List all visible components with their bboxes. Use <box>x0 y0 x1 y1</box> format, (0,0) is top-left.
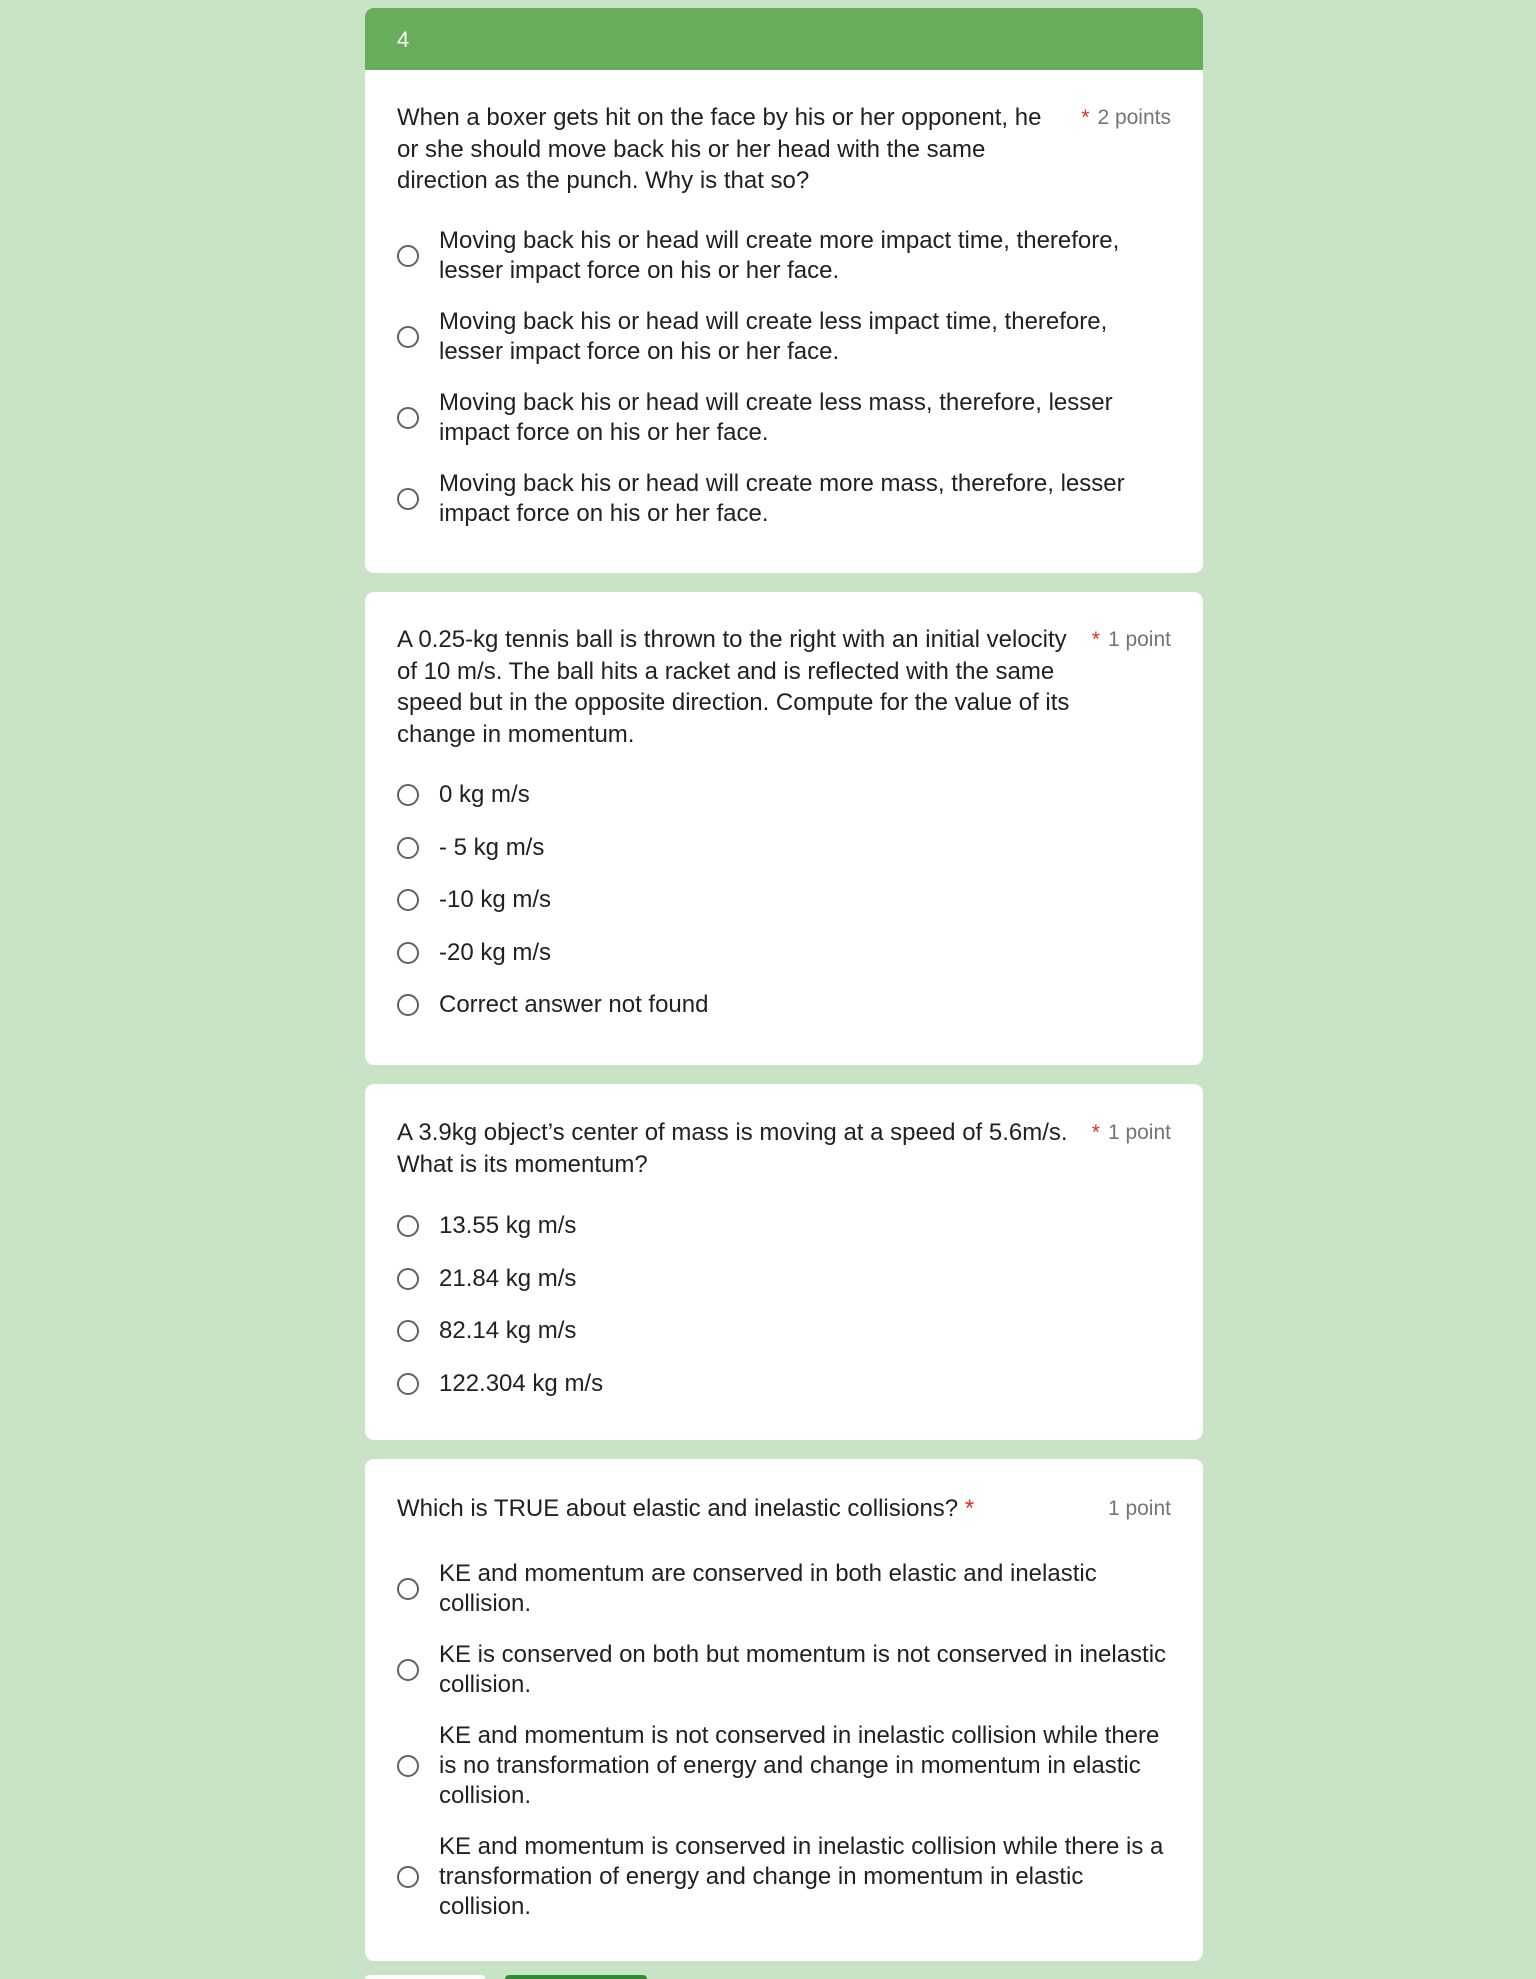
option-label: Moving back his or head will create less impact time, therefore, lesser impact force on his or her face. <box>439 307 1108 365</box>
radio-option[interactable] <box>397 469 1171 529</box>
question-card-4 <box>365 1459 1203 1961</box>
question-text: A 3.9kg object’s center of mass is moving at a speed of 5.6m/s. What is its momentum? <box>397 1119 1068 1178</box>
option-label: 122.304 kg m/s <box>439 1369 604 1397</box>
points-label: 2 points <box>1097 106 1171 129</box>
radio-button[interactable] <box>397 245 419 267</box>
options-list <box>397 769 1171 1032</box>
required-asterisk: * <box>1091 628 1100 651</box>
radio-option[interactable] <box>397 1253 1171 1306</box>
option-label: KE and momentum is conserved in inelastic collision while there is a transformation of energy and change in momentum in elastic collision. <box>439 1832 1164 1920</box>
section-header <box>365 8 1203 70</box>
next-button[interactable] <box>505 1975 647 1979</box>
question-points <box>1084 624 1171 656</box>
option-label: - 5 kg m/s <box>439 833 545 861</box>
question-card-1 <box>365 70 1203 573</box>
radio-option[interactable] <box>397 979 1171 1032</box>
radio-option[interactable] <box>397 388 1171 448</box>
radio-button[interactable] <box>397 1659 419 1681</box>
radio-option[interactable] <box>397 874 1171 927</box>
question-text: When a boxer gets hit on the face by his or her opponent, he or she should move back his or her head with the same direction as the punch. Why is that so? <box>397 104 1042 194</box>
radio-button[interactable] <box>397 889 419 911</box>
section-number: 4 <box>397 27 410 52</box>
radio-option[interactable] <box>397 1832 1171 1922</box>
question-points <box>1073 102 1171 134</box>
required-asterisk: * <box>1091 1121 1100 1144</box>
option-label: 21.84 kg m/s <box>439 1264 577 1292</box>
options-list <box>397 1200 1171 1410</box>
back-button[interactable] <box>365 1975 485 1979</box>
radio-option[interactable] <box>397 1200 1171 1253</box>
question-card-3 <box>365 1084 1203 1440</box>
radio-button[interactable] <box>397 326 419 348</box>
option-label: -20 kg m/s <box>439 938 552 966</box>
option-label: Moving back his or head will create more impact time, therefore, lesser impact force on his or her face. <box>439 226 1120 284</box>
option-label: 82.14 kg m/s <box>439 1317 577 1345</box>
required-asterisk: * <box>1081 106 1090 129</box>
radio-option[interactable] <box>397 769 1171 822</box>
option-label: KE and momentum are conserved in both elastic and inelastic collision. <box>439 1559 1097 1617</box>
radio-button[interactable] <box>397 1373 419 1395</box>
option-label: Moving back his or head will create more mass, therefore, lesser impact force on his or her face. <box>439 469 1125 527</box>
question-text: A 0.25-kg tennis ball is thrown to the right with an initial velocity of 10 m/s. The ball hits a racket and is reflected with the same speed but in the opposite direction. Compute for the value of its change in momentum. <box>397 626 1070 748</box>
points-label: 1 point <box>1107 1497 1171 1520</box>
option-label: 0 kg m/s <box>439 781 530 809</box>
radio-option[interactable] <box>397 927 1171 980</box>
radio-button[interactable] <box>397 1866 419 1888</box>
radio-option[interactable] <box>397 822 1171 875</box>
option-label: -10 kg m/s <box>439 886 552 914</box>
radio-option[interactable] <box>397 1305 1171 1358</box>
options-list <box>397 226 1171 529</box>
option-label: KE is conserved on both but momentum is not conserved in inelastic collision. <box>439 1640 1167 1698</box>
radio-option[interactable] <box>397 1559 1171 1619</box>
radio-button[interactable] <box>397 1755 419 1777</box>
radio-button[interactable] <box>397 488 419 510</box>
question-text <box>397 1493 974 1525</box>
radio-button[interactable] <box>397 784 419 806</box>
radio-button[interactable] <box>397 1578 419 1600</box>
radio-button[interactable] <box>397 1215 419 1237</box>
radio-button[interactable] <box>397 837 419 859</box>
question-points <box>1100 1493 1171 1525</box>
radio-button[interactable] <box>397 1268 419 1290</box>
question-text-content: Which is TRUE about elastic and inelastic collisions? <box>397 1495 959 1522</box>
radio-button[interactable] <box>397 942 419 964</box>
question-points <box>1084 1117 1171 1149</box>
radio-option[interactable] <box>397 226 1171 286</box>
radio-button[interactable] <box>397 994 419 1016</box>
radio-option[interactable] <box>397 1358 1171 1411</box>
option-label: KE and momentum is not conserved in inelastic collision while there is no transformation of energy and change in momentum in elastic collision. <box>439 1721 1160 1809</box>
form-column <box>365 8 1203 1961</box>
option-label: 13.55 kg m/s <box>439 1212 577 1240</box>
radio-option[interactable] <box>397 307 1171 367</box>
option-label: Moving back his or head will create less mass, therefore, lesser impact force on his or her face. <box>439 388 1113 446</box>
radio-button[interactable] <box>397 1320 419 1342</box>
radio-option[interactable] <box>397 1721 1171 1811</box>
question-card-2 <box>365 592 1203 1065</box>
points-label: 1 point <box>1107 628 1171 651</box>
options-list <box>397 1559 1171 1922</box>
radio-option[interactable] <box>397 1640 1171 1700</box>
required-asterisk: * <box>964 1495 975 1522</box>
option-label: Correct answer not found <box>439 991 709 1019</box>
points-label: 1 point <box>1107 1121 1171 1144</box>
radio-button[interactable] <box>397 407 419 429</box>
